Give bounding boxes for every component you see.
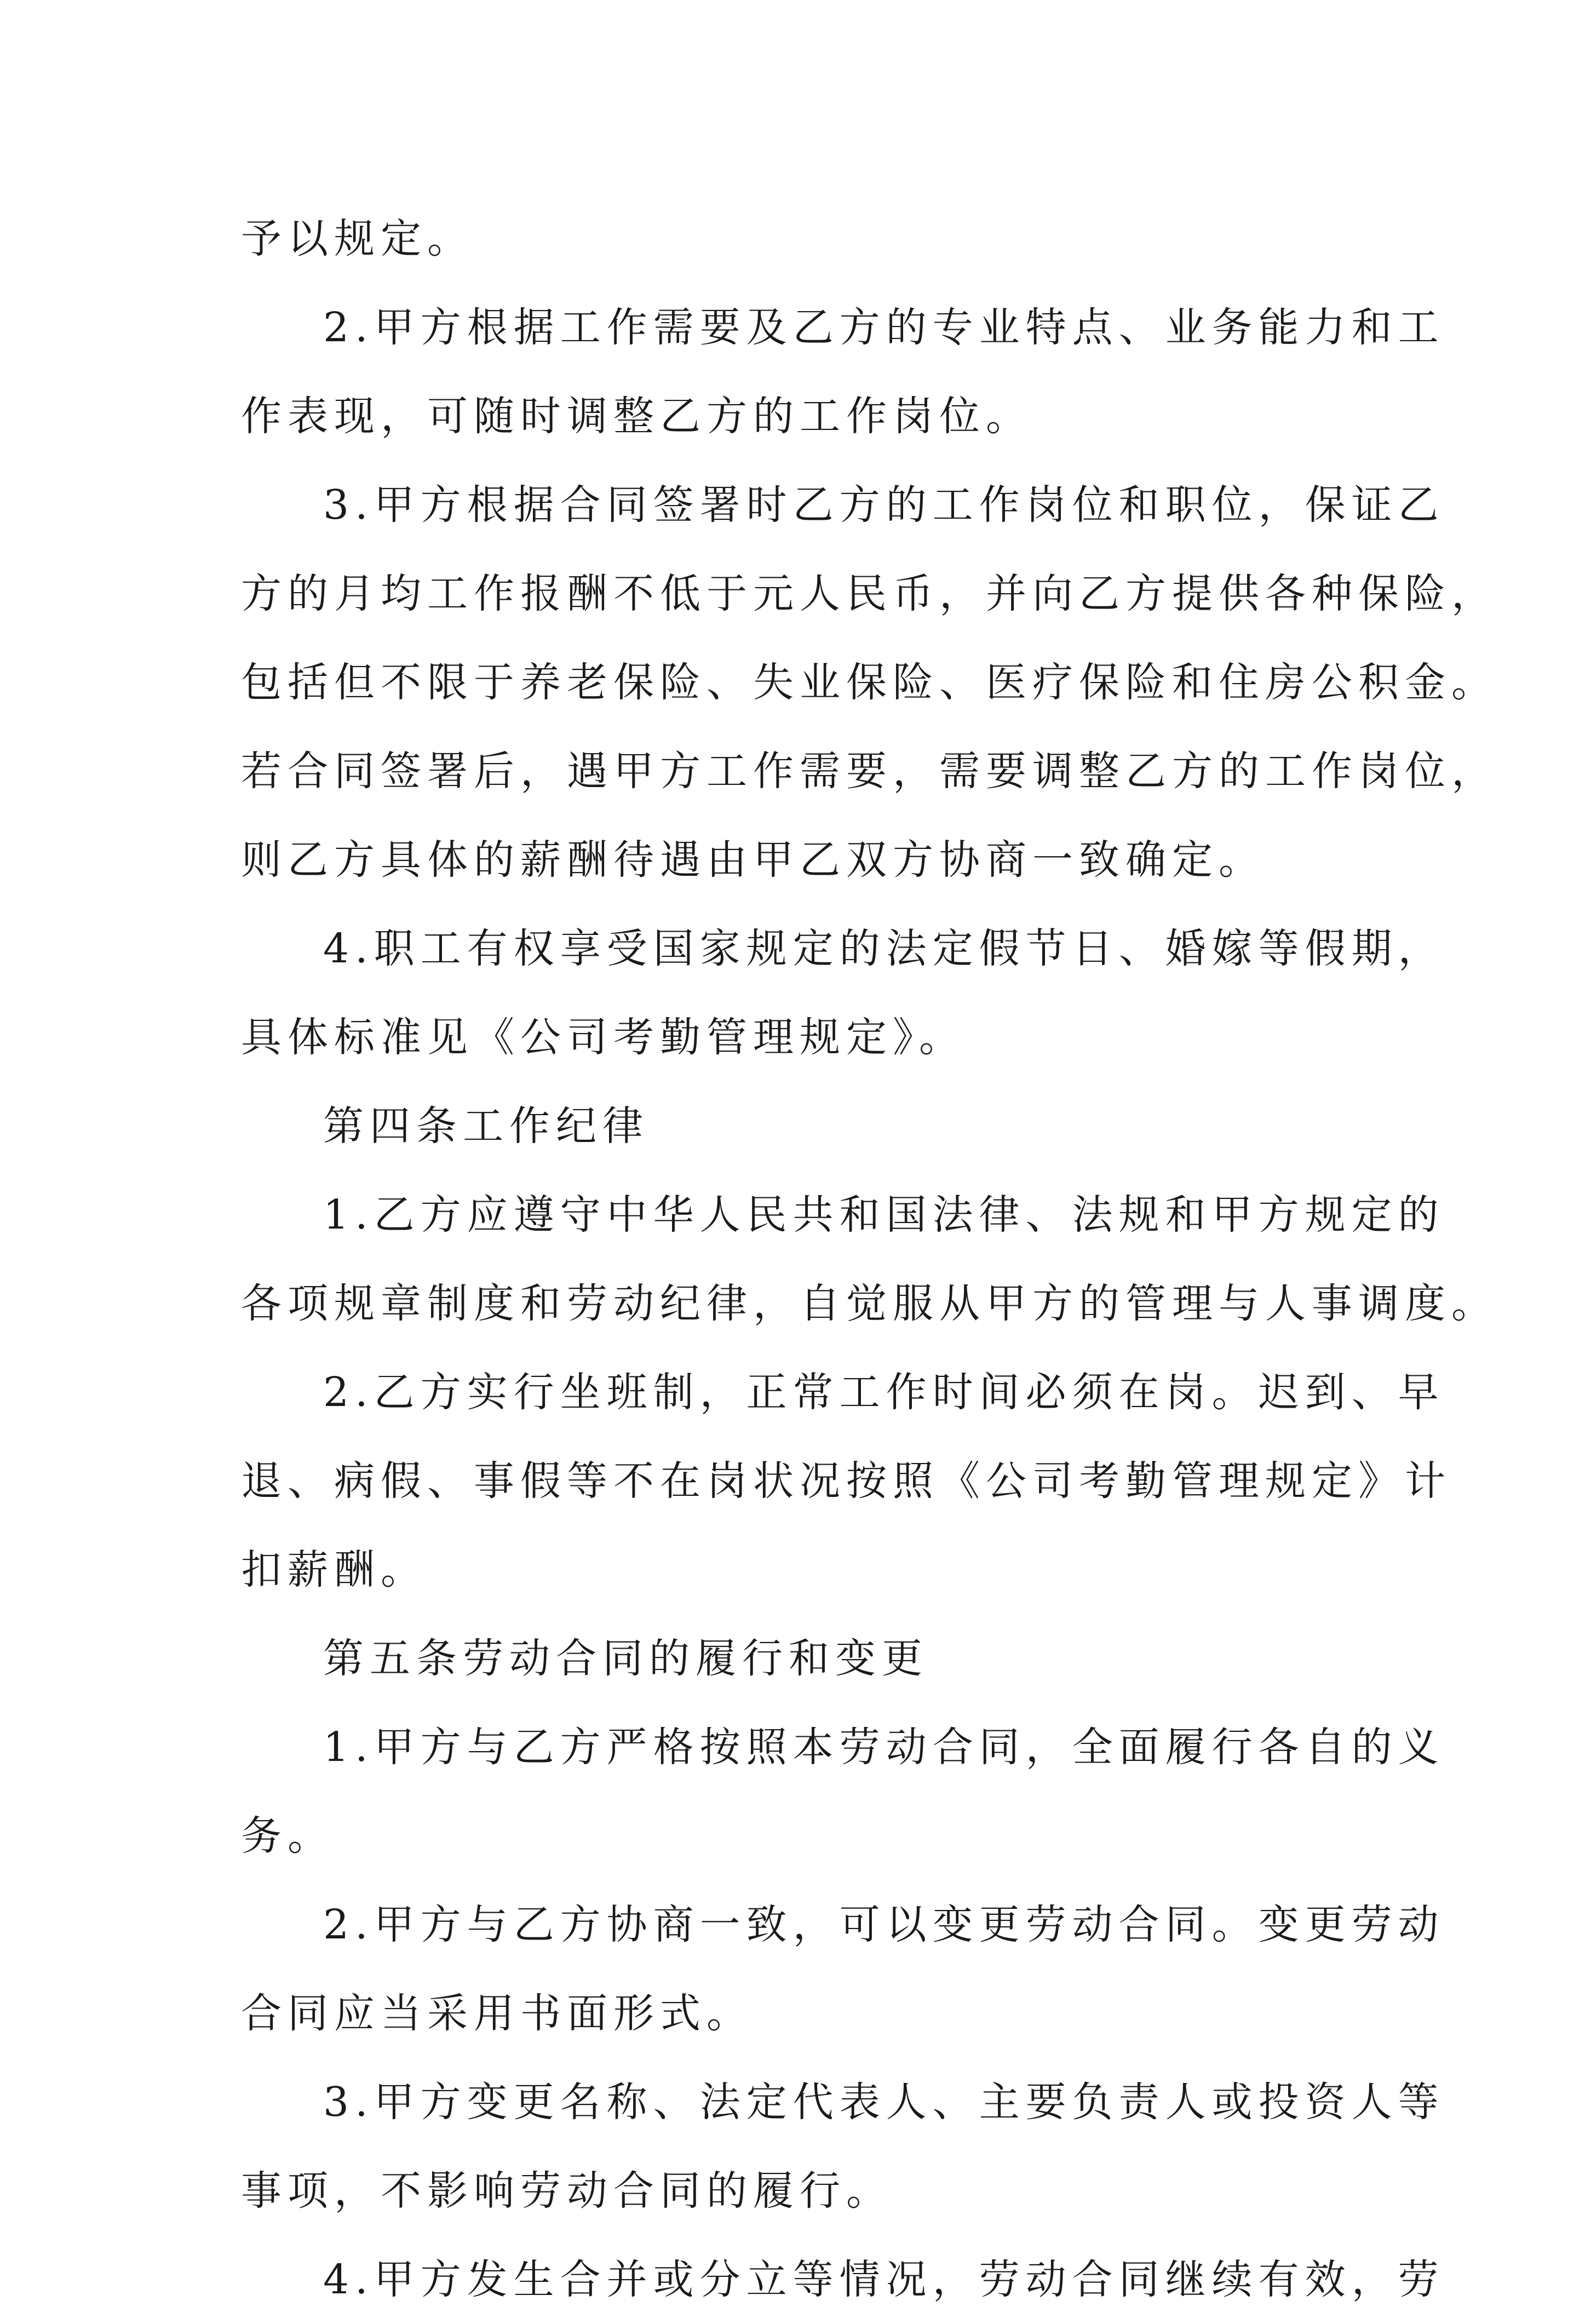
text-line: 各项规章制度和劳动纪律，自觉服从甲方的管理与人事调度。 bbox=[241, 1280, 1498, 1327]
text-line: 退、病假、事假等不在岗状况按照《公司考勤管理规定》计 bbox=[241, 1457, 1451, 1505]
text-line: 予以规定。 bbox=[241, 215, 474, 262]
text-line: 3.甲方根据合同签署时乙方的工作岗位和职位，保证乙 bbox=[323, 481, 1445, 529]
text-line: 事项，不影响劳动合同的履行。 bbox=[241, 2167, 893, 2214]
text-line: 作表现，可随时调整乙方的工作岗位。 bbox=[241, 393, 1032, 440]
text-line: 1.乙方应遵守中华人民共和国法律、法规和甲方规定的 bbox=[323, 1191, 1445, 1238]
text-line: 扣薪酬。 bbox=[241, 1546, 427, 1593]
text-line: 方的月均工作报酬不低于元人民币，并向乙方提供各种保险， bbox=[241, 570, 1498, 617]
text-line: 则乙方具体的薪酬待遇由甲乙双方协商一致确定。 bbox=[241, 836, 1265, 883]
section-heading: 第四条工作纪律 bbox=[323, 1103, 649, 1150]
text-line: 合同应当采用书面形式。 bbox=[241, 1990, 753, 2037]
text-line: 2.甲方根据工作需要及乙方的专业特点、业务能力和工 bbox=[323, 304, 1445, 351]
text-line: 具体标准见《公司考勤管理规定》。 bbox=[241, 1014, 966, 1061]
text-line: 包括但不限于养老保险、失业保险、医疗保险和住房公积金。 bbox=[241, 659, 1498, 706]
text-line: 4.职工有权享受国家规定的法定假节日、婚嫁等假期， bbox=[323, 925, 1445, 972]
text-line: 务。 bbox=[241, 1812, 334, 1860]
text-line: 2.甲方与乙方协商一致，可以变更劳动合同。变更劳动 bbox=[323, 1901, 1445, 1948]
text-line: 2.乙方实行坐班制，正常工作时间必须在岗。迟到、早 bbox=[323, 1369, 1445, 1416]
text-line: 4.甲方发生合并或分立等情况，劳动合同继续有效，劳 bbox=[323, 2256, 1445, 2303]
section-heading: 第五条劳动合同的履行和变更 bbox=[323, 1635, 928, 1682]
text-line: 3.甲方变更名称、法定代表人、主要负责人或投资人等 bbox=[323, 2079, 1445, 2126]
document-body bbox=[241, 194, 1498, 2324]
text-line: 若合同签署后，遇甲方工作需要，需要调整乙方的工作岗位， bbox=[241, 748, 1498, 795]
text-line: 1.甲方与乙方严格按照本劳动合同，全面履行各自的义 bbox=[323, 1724, 1445, 1771]
